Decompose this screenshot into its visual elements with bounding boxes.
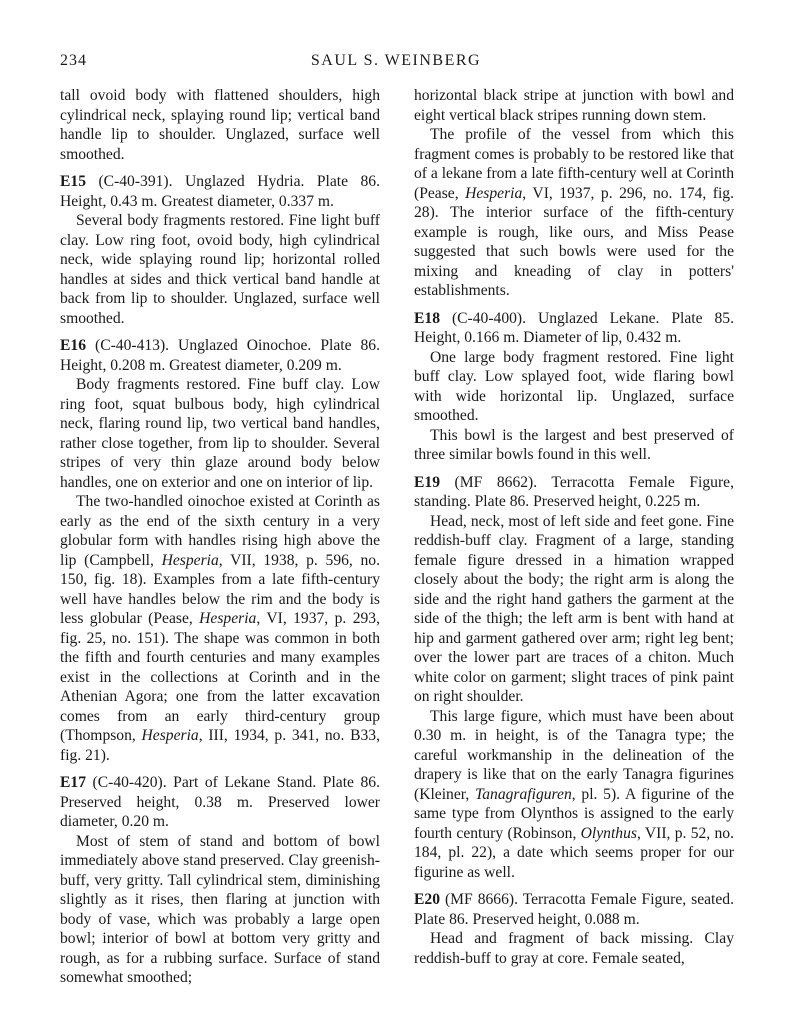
discussion-text: , pl. 5). A figurine of the same type from Olynthos is assigned to the early fourth century (Robinson, xyxy=(414,785,735,842)
entry-heading xyxy=(414,309,734,348)
discussion-text: , VII, p. 52, no. 184, pl. 22), a date which seems proper for our figurine as well. xyxy=(414,824,734,881)
entry-discussion: This bowl is the largest and best preserved of three similar bowls found in this well. xyxy=(414,426,734,463)
running-header xyxy=(60,52,732,74)
discussion-text: This large figure, which must have been about 0.30 m. in height, is of the Tanagra type; the careful workmanship in the delineation of the drapery is like that on the early Tanagra figurines (Kleiner, xyxy=(414,707,734,803)
entry-heading-text: (C-40-413). Unglazed Oinochoe. Plate 86. Height, 0.208 m. Greatest diameter, 0.209 m. xyxy=(60,337,380,374)
journal-title: Hesperia xyxy=(199,610,257,627)
entry-heading-text: (C-40-420). Part of Lekane Stand. Plate 86. Preserved height, 0.38 m. Preserved lower diameter, 0.20 m. xyxy=(60,774,380,830)
entry-discussion xyxy=(60,492,380,765)
entry-discussion xyxy=(414,125,734,301)
entry-heading-text: (MF 8666). Terracotta Female Figure, seated. Plate 86. Preserved height, 0.088 m. xyxy=(414,891,734,928)
entry-description: Most of stem of stand and bottom of bowl immediately above stand preserved. Clay greenish-buff, very gritty. Tall cylindrical stem, diminishing slightly as it rises, then flaring at junction with body of vase, which was probably a large open bowl; interior of bowl at bottom very gritty and rough, as for a rubbing surface. Surface of stand somewhat smoothed; xyxy=(60,832,380,986)
reference-title: Tanagrafiguren xyxy=(474,785,572,803)
catalog-entry-e17 xyxy=(60,773,380,988)
entry-discussion xyxy=(414,707,734,883)
entry-heading xyxy=(60,172,380,211)
catalog-number: E18 xyxy=(414,309,440,327)
page-number: 234 xyxy=(60,52,87,69)
entry-heading xyxy=(60,336,380,375)
catalog-number: E19 xyxy=(414,473,440,491)
running-title: SAUL S. WEINBERG xyxy=(310,52,482,69)
entry-description: Head, neck, most of left side and feet gone. Fine reddish-buff clay. Fragment of a large, standing female figure dressed in a himation wrapped closely about the body; the right arm is along the side and the right hand gathers the garment at the side of the thigh; the left arm is bent with hand at hip and garment gathered over arm; right leg bent; over the lower part are traces of a chiton. Much white color on garment; slight traces of pink paint on right shoulder. xyxy=(414,512,734,705)
catalog-entry-e18 xyxy=(414,309,734,465)
catalog-number: E16 xyxy=(60,337,86,354)
catalog-number: E17 xyxy=(60,774,86,791)
discussion-text: , VI, 1937, p. 296, no. 174, fig. 28). The interior surface of the fifth-century example is rough, like ours, and Miss Pease suggested that such bowls were used for the mixing and kneading of clay in potters' establishments. xyxy=(414,184,734,299)
left-column xyxy=(60,86,380,988)
entry-heading xyxy=(414,473,734,512)
discussion-text: , III, 1934, p. 341, no. B33, fig. 21). xyxy=(60,727,380,764)
entry-heading-text: (C-40-391). Unglazed Hydria. Plate 86. Height, 0.43 m. Greatest diameter, 0.337 m. xyxy=(60,173,380,210)
discussion-text: , VI, 1937, p. 293, fig. 25, no. 151). The shape was common in both the fifth and fourth centuries and many examples exist in the collections at Corinth and in the Athenian Agora; one from the latter excavation comes from an early third-century group (Thompson, xyxy=(60,610,380,744)
journal-title: Hesperia xyxy=(465,184,523,202)
catalog-number: E20 xyxy=(414,891,440,908)
catalog-entry-e15 xyxy=(60,172,380,328)
continued-paragraph: horizontal black stripe at junction with bowl and eight vertical black stripes running down stem. xyxy=(414,87,734,124)
entry-description: Body fragments restored. Fine buff clay. Low ring foot, squat bulbous body, high cylindrical neck, flaring round lip, two vertical band handles, rather close together, from lip to shoulder. Several stripes of very thin glaze around body below handles, one on exterior and one on interior of lip. xyxy=(60,376,380,491)
catalog-entry-e16 xyxy=(60,336,380,765)
entry-description: One large body fragment restored. Fine light buff clay. Low splayed foot, wide flaring bowl with wide horizontal lip. Unglazed, surface smoothed. xyxy=(414,348,734,424)
entry-heading xyxy=(60,773,380,832)
continued-paragraph: tall ovoid body with flattened shoulders, high cylindrical neck, splaying round lip; vertical band handle lip to shoulder. Unglazed, surface well smoothed. xyxy=(60,87,380,163)
reference-title: Olynthus xyxy=(580,824,637,842)
catalog-number: E15 xyxy=(60,173,86,190)
catalog-entry-e19 xyxy=(414,473,734,883)
journal-title: Hesperia xyxy=(141,727,199,744)
entry-heading-text: (MF 8662). Terracotta Female Figure, standing. Plate 86. Preserved height, 0.225 m. xyxy=(414,473,734,510)
catalog-entry-e20 xyxy=(414,890,734,968)
journal-title: Hesperia xyxy=(161,551,219,569)
entry-heading xyxy=(414,890,734,929)
right-column xyxy=(414,86,734,968)
entry-description: Head and fragment of back missing. Clay reddish-buff to gray at core. Female seated, xyxy=(414,930,734,967)
discussion-text: The profile of the vessel from which this fragment comes is probably to be restored like that of a lekane from a late fifth-century well at Corinth (Pease, xyxy=(414,126,734,202)
entry-heading-text: (C-40-400). Unglazed Lekane. Plate 85. Height, 0.166 m. Diameter of lip, 0.432 m. xyxy=(414,309,734,346)
discussion-text: , VII, 1938, p. 596, no. 150, fig. 18). Examples from a late fifth-century well have handles below the rim and the body is less globular (Pease, xyxy=(60,551,381,627)
discussion-text: The two-handled oinochoe existed at Corinth as early as the end of the sixth century in a very globular form with handles rising high above the lip (Campbell, xyxy=(60,493,380,569)
entry-description: Several body fragments restored. Fine light buff clay. Low ring foot, ovoid body, high cylindrical neck, wide splaying round lip; horizontal rolled handles at sides and thick vertical band handle at back from lip to shoulder. Unglazed, surface well smoothed. xyxy=(60,212,380,327)
